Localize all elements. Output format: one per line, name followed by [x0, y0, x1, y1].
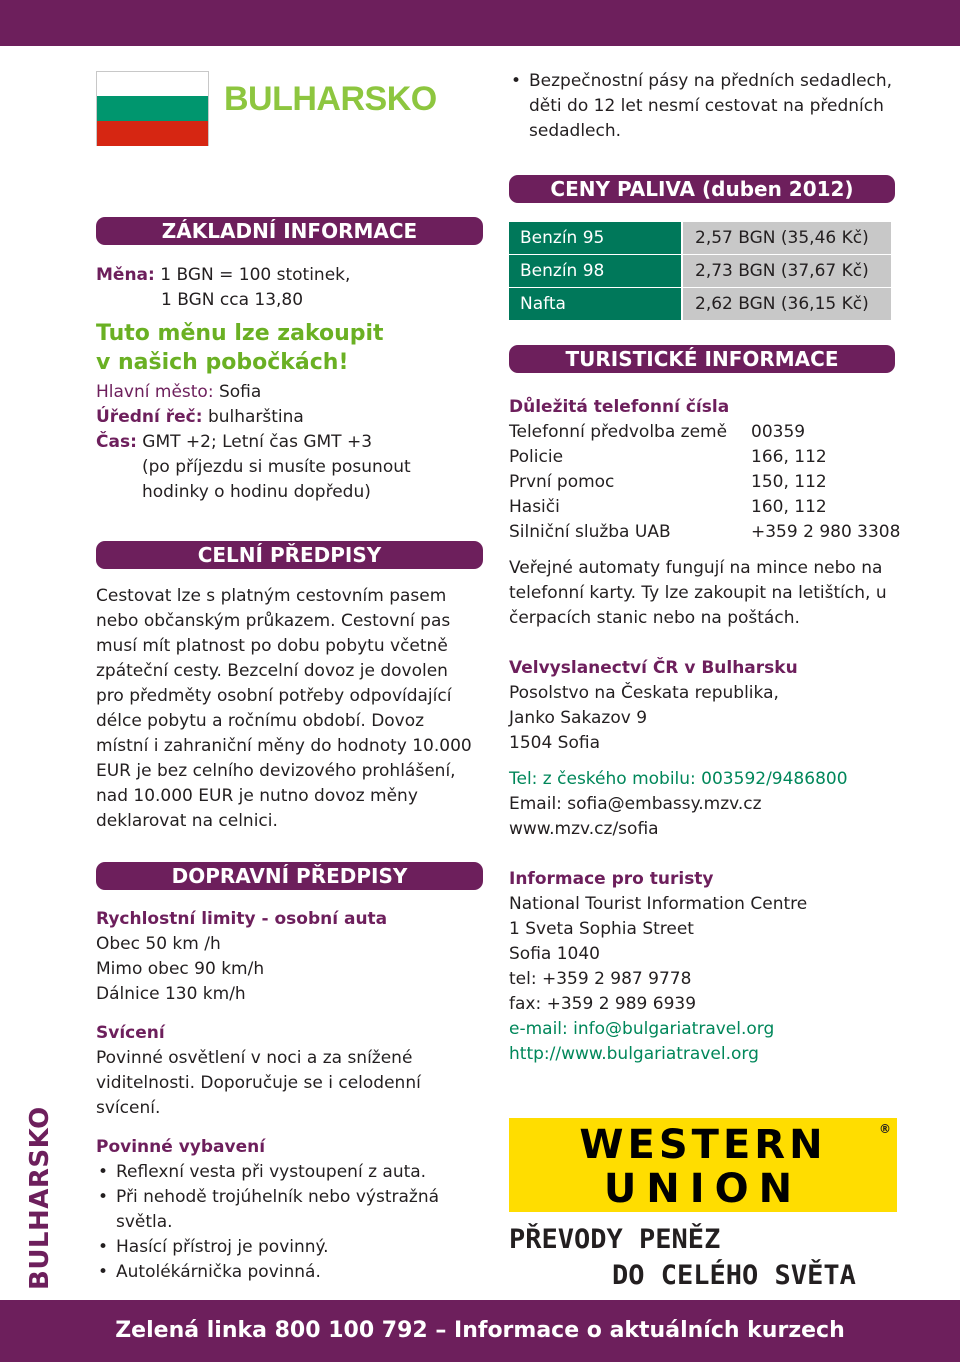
table-row [509, 288, 891, 320]
embassy-email[interactable]: Email: sofia@embassy.mzv.cz [509, 794, 762, 814]
list-item: • Hasící přístroj je povinný. [96, 1235, 481, 1260]
page-title: BULHARSKO [224, 80, 437, 118]
phone-value: 00359 [751, 422, 806, 442]
speed-item: Mimo obec 90 km/h [96, 959, 265, 979]
embassy-web-link[interactable]: www.mzv.cz/sofia [509, 819, 659, 839]
currency-rate: 1 BGN cca 13,80 [161, 290, 304, 310]
fuel-name: Nafta [509, 288, 681, 320]
fuel-price-table [509, 222, 891, 321]
info-line: Sofia 1040 [509, 944, 600, 964]
time-note-line1: (po příjezdu si musíte posunout [142, 457, 411, 477]
table-row [509, 222, 891, 254]
currency-line [96, 263, 486, 288]
fuel-name: Benzín 98 [509, 255, 681, 287]
tourist-heading: TURISTICKÉ INFORMACE [509, 345, 895, 373]
embassy-tel: Tel: z českého mobilu: 003592/9486800 [509, 769, 848, 789]
phone-label: Telefonní předvolba země [509, 422, 728, 442]
fuel-price: 2,57 BGN (35,46 Kč) [683, 222, 891, 254]
phone-list [509, 420, 909, 545]
ad-slogan-line2: DO CELÉHO SVĚTA [612, 1260, 856, 1291]
currency-label: Měna: [96, 265, 155, 285]
basic-info-section [96, 263, 486, 505]
equipment-heading: Povinné vybavení [96, 1137, 266, 1157]
customs-text: Cestovat lze s platným cestovním pasem nebo občanským průkazem. Cestovní pas musí mít platnost po dobu pobytu včetně zpáteční cesty. Bezcelní dovoz je dovolen pro předměty osobní potřeby odpovídající délce pobytu a ročnímu období. Dovoz místní i zahraniční měny do hodnoty 10.000 EUR je bez celního devizového prohlášení, nad 10.000 EUR je nutno dovoz měny deklarovat na celnici. [96, 586, 472, 831]
safety-note-block [509, 69, 909, 144]
capital-line [96, 380, 486, 405]
ad-slogan-line1: PŘEVODY PENĚZ [509, 1224, 721, 1255]
time-label: Čas: [96, 432, 137, 452]
fuel-price: 2,73 BGN (37,67 Kč) [683, 255, 891, 287]
embassy-heading: Velvyslanectví ČR v Bulharsku [509, 658, 798, 678]
flag-stripe-white [97, 72, 208, 96]
buy-promo-line2: v našich pobočkách! [96, 350, 349, 375]
phone-value: +359 2 980 3308 [751, 522, 901, 542]
basic-info-heading: ZÁKLADNÍ INFORMACE [96, 217, 483, 245]
info-email[interactable]: e-mail: info@bulgariatravel.org [509, 1019, 775, 1039]
fuel-name: Benzín 95 [509, 222, 681, 254]
speed-heading: Rychlostní limity - osobní auta [96, 909, 388, 929]
table-row [509, 255, 891, 287]
info-line: National Tourist Information Centre [509, 894, 808, 914]
capital-value: Sofia [218, 382, 262, 402]
speed-item: Obec 50 km /h [96, 934, 221, 954]
fuel-heading: CENY PALIVA (duben 2012) [509, 175, 895, 203]
logo-line2: UNION [603, 1166, 803, 1212]
buy-promo-line1: Tuto měnu lze zakoupit [96, 321, 384, 346]
phone-value: 166, 112 [751, 447, 827, 467]
top-bar [0, 0, 960, 46]
equipment-list [96, 1160, 481, 1285]
phone-value: 150, 112 [751, 472, 827, 492]
time-value: GMT +2; Letní čas GMT +3 [142, 432, 373, 452]
phone-label: Policie [509, 447, 564, 467]
bulgaria-flag [96, 71, 209, 146]
traffic-heading: DOPRAVNÍ PŘEDPISY [96, 862, 483, 890]
info-line: fax: +359 2 989 6939 [509, 994, 697, 1014]
traffic-section [96, 907, 481, 1285]
currency-value: 1 BGN = 100 stotinek, [160, 265, 351, 285]
flag-stripe-red [97, 121, 208, 146]
embassy-line: Posolstvo na Českata republika, [509, 683, 779, 703]
logo-line1: WESTERN [579, 1122, 827, 1168]
phones-heading: Důležitá telefonní čísla [509, 397, 730, 417]
lights-text: Povinné osvětlení v noci a za snížené viditelnosti. Doporučuje se i celodenní svícení. [96, 1048, 421, 1118]
info-web-link[interactable]: http://www.bulgariatravel.org [509, 1044, 759, 1064]
info-heading: Informace pro turisty [509, 869, 714, 889]
time-note-line2: hodinky o hodinu dopředu) [142, 482, 371, 502]
language-line [96, 405, 486, 430]
list-item: • Při nehodě trojúhelník nebo výstražná světla. [96, 1185, 481, 1235]
lights-heading: Svícení [96, 1023, 165, 1043]
list-item: • Autolékárnička povinná. [96, 1260, 481, 1285]
capital-label: Hlavní město: [96, 382, 214, 402]
customs-heading: CELNÍ PŘEDPISY [96, 541, 483, 569]
sidebar-country-label: BULHARSKO [25, 1106, 55, 1290]
payphones-text: Veřejné automaty fungují na mince nebo na telefonní karty. Ty lze zakoupit na letištích, u čerpacích stanic nebo na poštách. [509, 558, 887, 628]
list-item: • Reflexní vesta při vystoupení z auta. [96, 1160, 481, 1185]
safety-note: • Bezpečnostní pásy na předních sedadlech, děti do 12 let nesmí cestovat na předních sedadlech. [509, 69, 909, 144]
footer-hotline: Zelená linka 800 100 792 – Informace o aktuálních kurzech [0, 1300, 960, 1362]
tourist-section [509, 395, 909, 1067]
phone-label: Hasiči [509, 497, 560, 517]
embassy-line: 1504 Sofia [509, 733, 600, 753]
info-line: 1 Sveta Sophia Street [509, 919, 694, 939]
western-union-logo [509, 1118, 897, 1212]
speed-item: Dálnice 130 km/h [96, 984, 246, 1004]
registered-mark: ® [879, 1122, 891, 1136]
flag-stripe-green [97, 96, 208, 121]
phone-value: 160, 112 [751, 497, 827, 517]
info-line: tel: +359 2 987 9778 [509, 969, 692, 989]
phone-label: První pomoc [509, 472, 615, 492]
embassy-line: Janko Sakazov 9 [509, 708, 648, 728]
fuel-price: 2,62 BGN (36,15 Kč) [683, 288, 891, 320]
phone-label: Silniční služba UAB [509, 522, 671, 542]
language-value: bulharština [207, 407, 304, 427]
language-label: Úřední řeč: [96, 407, 203, 427]
time-line [96, 430, 486, 455]
